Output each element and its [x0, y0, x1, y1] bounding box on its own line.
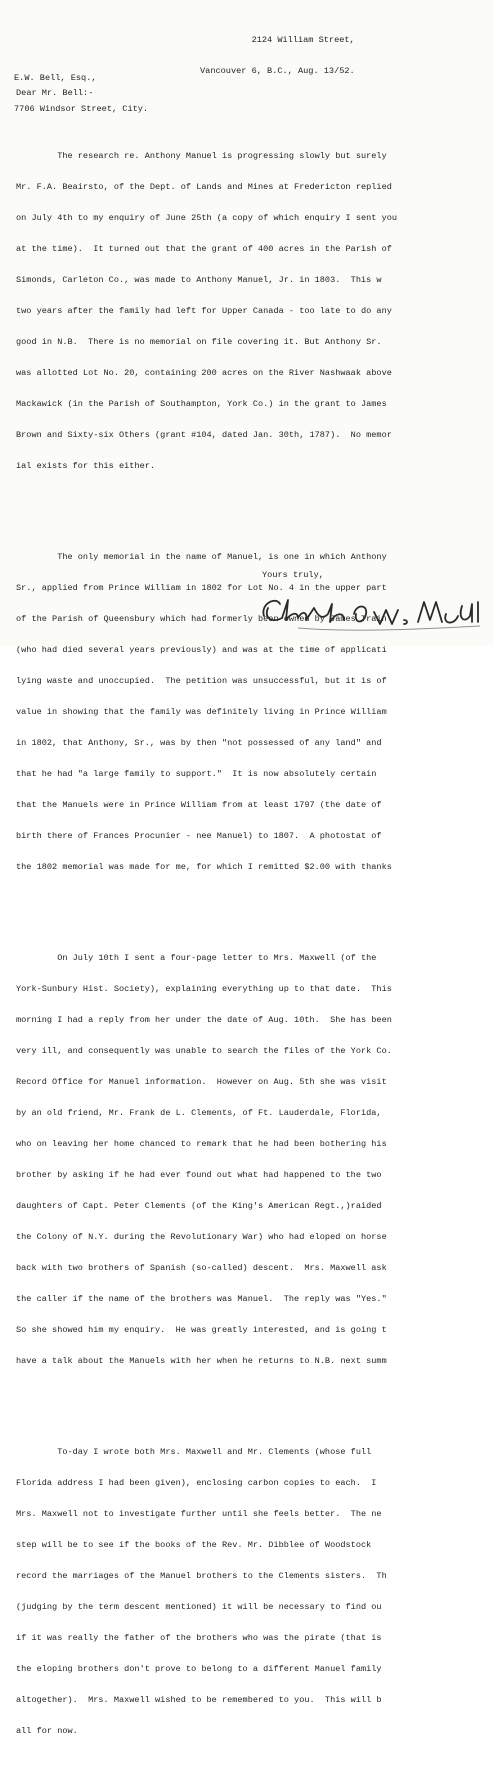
text-line: The only memorial in the name of Manuel, is one in which Anthony — [16, 552, 387, 563]
text-line: To-day I wrote both Mrs. Maxwell and Mr. Clements (whose full — [16, 1447, 372, 1458]
text-line: that he had "a large family to support." It is now absolutely certain — [16, 769, 377, 780]
text-line: (who had died several years previously) and was at the time of applicati — [16, 645, 387, 656]
text-line: Mackawick (in the Parish of Southampton, York Co.) in the grant to James — [16, 399, 387, 410]
text-line: Sr., applied from Prince William in 1802 for Lot No. 4 in the upper part — [16, 583, 387, 594]
text-line: birth there of Frances Procunier - nee Manuel) to 1807. A photostat of — [16, 831, 382, 842]
text-line: back with two brothers of Spanish (so-called) descent. Mrs. Maxwell ask — [16, 1263, 387, 1274]
text-line: Simonds, Carleton Co., was made to Anthony Manuel, Jr. in 1803. This w — [16, 275, 382, 286]
text-line: value in showing that the family was definitely living in Prince William — [16, 707, 387, 718]
text-line: the eloping brothers don't prove to belong to a different Manuel family — [16, 1664, 382, 1675]
text-line: the 1802 memorial was made for me, for which I remitted $2.00 with thanks — [16, 862, 392, 873]
salutation: Dear Mr. Bell:- — [16, 88, 94, 98]
text-line: all for now. — [16, 1726, 78, 1737]
text-line: by an old friend, Mr. Frank de L. Clements, of Ft. Lauderdale, Florida, — [16, 1108, 382, 1119]
text-line: if it was really the father of the brothers who was the pirate (that is — [16, 1633, 382, 1644]
text-line: that the Manuels were in Prince William from at least 1797 (the date of — [16, 800, 382, 811]
text-line: The research re. Anthony Manuel is progressing slowly but surely — [16, 151, 387, 162]
text-line: daughters of Capt. Peter Clements (of the King's American Regt.,)raided — [16, 1201, 382, 1212]
text-line: was allotted Lot No. 20, containing 200 acres on the River Nashwaak above — [16, 368, 392, 379]
address-date-line: Vancouver 6, B.C., Aug. 13/52. — [200, 65, 355, 76]
text-line: Mr. F.A. Beairsto, of the Dept. of Lands and Mines at Fredericton replied — [16, 182, 392, 193]
closing: Yours truly, — [262, 570, 324, 580]
text-line: the caller if the name of the brothers was Manuel. The reply was "Yes." — [16, 1294, 387, 1305]
text-line: step will be to see if the books of the Rev. Mr. Dibblee of Woodstock — [16, 1540, 372, 1551]
text-line: altogether). Mrs. Maxwell wished to be remembered to you. This will b — [16, 1695, 382, 1706]
text-line: ial exists for this either. — [16, 461, 156, 472]
text-line: at the time). It turned out that the grant of 400 acres in the Parish of — [16, 244, 392, 255]
text-line: Record Office for Manuel information. However on Aug. 5th she was visit — [16, 1077, 387, 1088]
sender-address — [200, 14, 355, 97]
paragraph — [16, 932, 488, 1387]
letter-body — [16, 99, 488, 1786]
text-line: who on leaving her home chanced to remark that he had been bothering his — [16, 1139, 387, 1150]
recipient-name: E.W. Bell, Esq., — [14, 72, 97, 83]
text-line: the Colony of N.Y. during the Revolutionary War) who had eloped on horse — [16, 1232, 387, 1243]
text-line: York-Sunbury Hist. Society), explaining everything up to that date. This — [16, 984, 392, 995]
text-line: very ill, and consequently was unable to search the files of the York Co. — [16, 1046, 392, 1057]
text-line: record the marriages of the Manuel brothers to the Clements sisters. Th — [16, 1571, 387, 1582]
text-line: on July 4th to my enquiry of June 25th (a copy of which enquiry I sent you — [16, 213, 398, 224]
text-line: (judging by the term descent mentioned) it will be necessary to find ou — [16, 1602, 382, 1613]
text-line: lying waste and unoccupied. The petition was unsuccessful, but it is of — [16, 676, 387, 687]
text-line: Brown and Sixty-six Others (grant #104, dated Jan. 30th, 1787). No memor — [16, 430, 392, 441]
text-line: of the Parish of Queensbury which had formerly been owned by James Train — [16, 614, 387, 625]
text-line: two years after the family had left for Upper Canada - too late to do any — [16, 306, 392, 317]
text-line: On July 10th I sent a four-page letter to Mrs. Maxwell (of the — [16, 953, 377, 964]
text-line: Florida address I had been given), enclosing carbon copies to each. I — [16, 1478, 377, 1489]
paragraph — [16, 1426, 488, 1757]
text-line: have a talk about the Manuels with her when he returns to N.B. next summ — [16, 1356, 387, 1367]
paragraph — [16, 130, 488, 492]
text-line: So she showed him my enquiry. He was greatly interested, and is going t — [16, 1325, 387, 1336]
text-line: brother by asking if he had ever found out what had happened to the two — [16, 1170, 382, 1181]
recipient-address: 7706 Windsor Street, City. — [14, 103, 149, 114]
address-line: 2124 William Street, — [251, 34, 355, 45]
text-line: good in N.B. There is no memorial on file covering it. But Anthony Sr. — [16, 337, 382, 348]
paragraph — [16, 531, 488, 893]
handwritten-signature — [258, 590, 488, 634]
text-line: in 1802, that Anthony, Sr., was by then "not possessed of any land" and — [16, 738, 382, 749]
text-line: Mrs. Maxwell not to investigate further until she feels better. The ne — [16, 1509, 382, 1520]
text-line: morning I had a reply from her under the date of Aug. 10th. She has been — [16, 1015, 392, 1026]
